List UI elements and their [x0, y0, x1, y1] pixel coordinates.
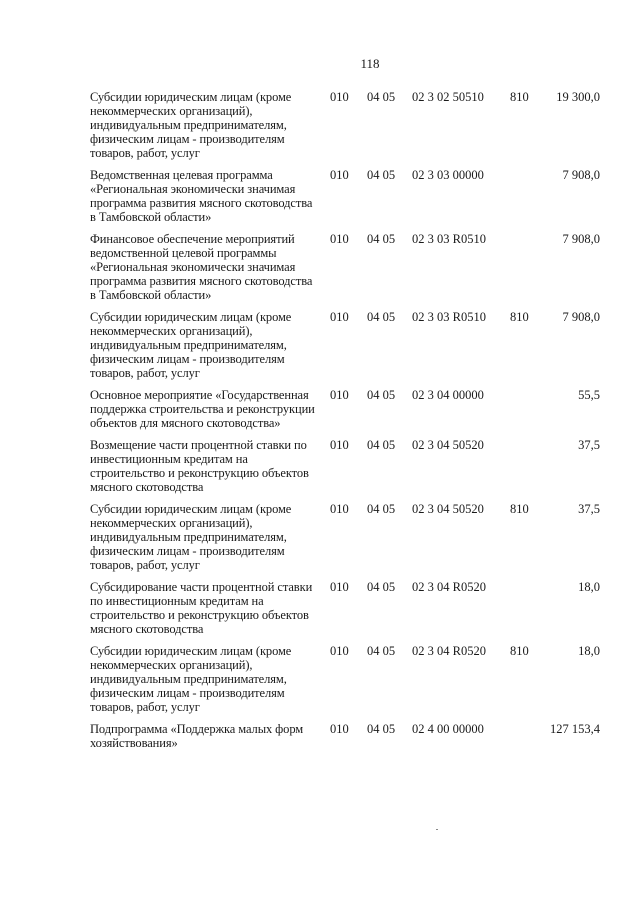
section-code: 04 05 — [367, 438, 396, 452]
target-code: 02 3 03 R0510 — [412, 310, 486, 324]
expense-name: Субсидии юридическим лицам (кроме некоммерческих организаций), индивидуальным предпринимателям, физическим лицам - производителям товаров, работ, услуг — [90, 90, 292, 160]
amount: 37,5 — [578, 438, 600, 452]
table-row — [90, 168, 610, 224]
target-code: 02 3 03 R0510 — [412, 232, 486, 246]
grbs-code: 010 — [330, 232, 349, 246]
expense-name: Ведомственная целевая программа «Региональная экономически значимая программа развития мясного скотоводства в Тамбовской области» — [90, 168, 313, 224]
section-code: 04 05 — [367, 90, 396, 104]
amount: 7 908,0 — [562, 232, 600, 246]
target-code: 02 3 04 50520 — [412, 502, 484, 516]
table-row — [90, 722, 610, 750]
target-code: 02 3 03 00000 — [412, 168, 484, 182]
section-code: 04 05 — [367, 388, 396, 402]
target-code: 02 3 04 50520 — [412, 438, 484, 452]
scan-speck — [436, 829, 438, 830]
grbs-code: 010 — [330, 722, 349, 736]
amount: 7 908,0 — [562, 168, 600, 182]
amount: 37,5 — [578, 502, 600, 516]
table-row — [90, 388, 610, 430]
expense-type-code: 810 — [510, 90, 529, 104]
expense-name: Субсидии юридическим лицам (кроме некоммерческих организаций), индивидуальным предпринимателям, физическим лицам - производителям товаров, работ, услуг — [90, 502, 292, 572]
section-code: 04 05 — [367, 644, 396, 658]
section-code: 04 05 — [367, 232, 396, 246]
table-row — [90, 438, 610, 494]
target-code: 02 4 00 00000 — [412, 722, 484, 736]
expense-type-code: 810 — [510, 502, 529, 516]
section-code: 04 05 — [367, 310, 396, 324]
table-row — [90, 502, 610, 572]
target-code: 02 3 02 50510 — [412, 90, 484, 104]
expense-name: Подпрограмма «Поддержка малых форм хозяйствования» — [90, 722, 304, 750]
grbs-code: 010 — [330, 644, 349, 658]
table-row — [90, 580, 610, 636]
grbs-code: 010 — [330, 168, 349, 182]
grbs-code: 010 — [330, 502, 349, 516]
expense-name: Субсидирование части процентной ставки по инвестиционным кредитам на строительство и реконструкцию объектов мясного скотоводства — [90, 580, 313, 636]
target-code: 02 3 04 R0520 — [412, 644, 486, 658]
expense-name: Возмещение части процентной ставки по инвестиционным кредитам на строительство и реконструкцию объектов мясного скотоводства — [90, 438, 309, 494]
amount: 127 153,4 — [550, 722, 600, 736]
expense-name: Субсидии юридическим лицам (кроме некоммерческих организаций), индивидуальным предпринимателям, физическим лицам - производителям товаров, работ, услуг — [90, 310, 292, 380]
grbs-code: 010 — [330, 388, 349, 402]
grbs-code: 010 — [330, 310, 349, 324]
grbs-code: 010 — [330, 90, 349, 104]
table-row — [90, 310, 610, 380]
amount: 18,0 — [578, 644, 600, 658]
section-code: 04 05 — [367, 722, 396, 736]
page-number: 118 — [360, 56, 380, 71]
amount: 55,5 — [578, 388, 600, 402]
table-row — [90, 232, 610, 302]
amount: 19 300,0 — [556, 90, 600, 104]
target-code: 02 3 04 R0520 — [412, 580, 486, 594]
section-code: 04 05 — [367, 502, 396, 516]
grbs-code: 010 — [330, 580, 349, 594]
amount: 18,0 — [578, 580, 600, 594]
expense-type-code: 810 — [510, 310, 529, 324]
amount: 7 908,0 — [562, 310, 600, 324]
grbs-code: 010 — [330, 438, 349, 452]
section-code: 04 05 — [367, 168, 396, 182]
expense-name: Основное мероприятие «Государственная поддержка строительства и реконструкции объектов для мясного скотоводства» — [90, 388, 315, 430]
table-row — [90, 644, 610, 714]
expense-name: Субсидии юридическим лицам (кроме некоммерческих организаций), индивидуальным предпринимателям, физическим лицам - производителям товаров, работ, услуг — [90, 644, 292, 714]
table-row — [90, 90, 610, 160]
expense-name: Финансовое обеспечение мероприятий ведомственной целевой программы «Региональная экономически значимая программа развития мясного скотоводства в Тамбовской области» — [90, 232, 313, 302]
budget-table — [90, 90, 610, 758]
section-code: 04 05 — [367, 580, 396, 594]
expense-type-code: 810 — [510, 644, 529, 658]
target-code: 02 3 04 00000 — [412, 388, 484, 402]
